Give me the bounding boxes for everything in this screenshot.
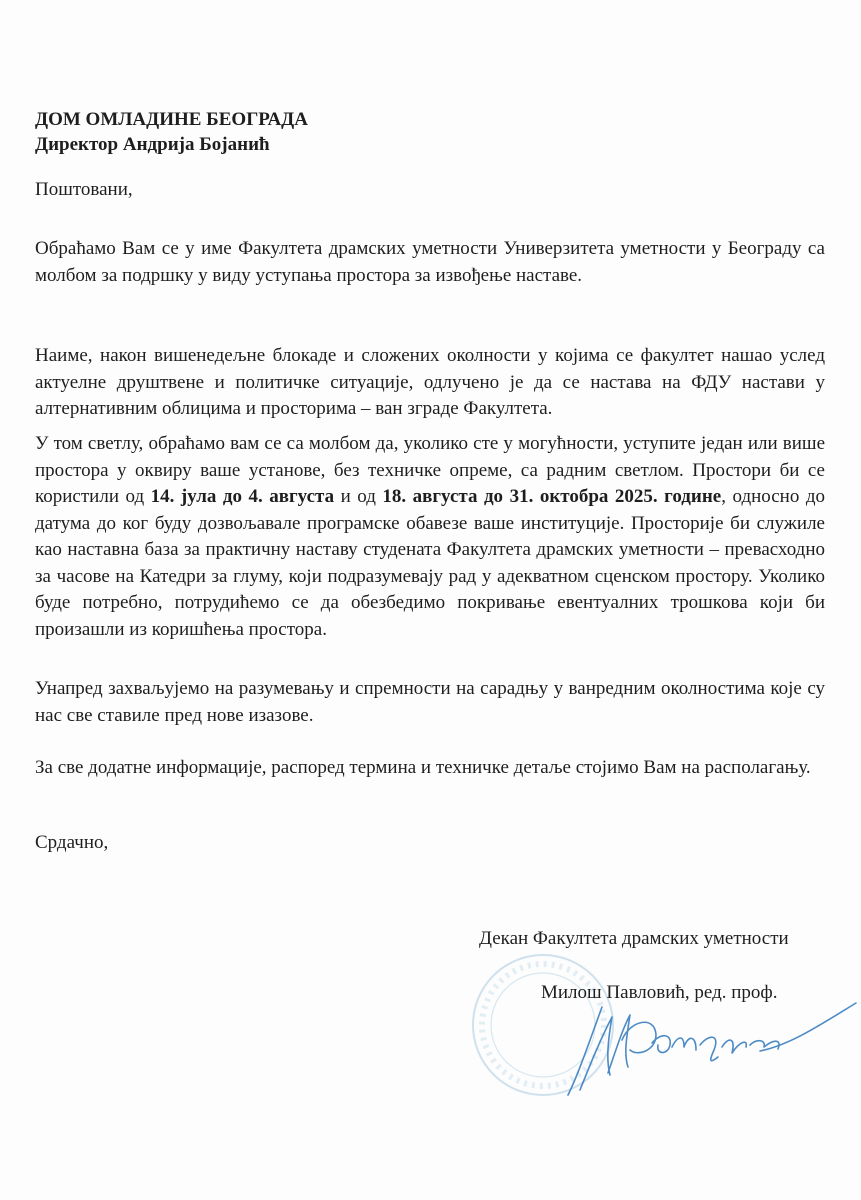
paragraph-thanks: Унапред захваљујемо на разумевању и спремности на сарадњу у ванредним околностима које су нас све ставиле пред нове изазове. — [35, 678, 825, 726]
signature-icon — [560, 995, 860, 1105]
paragraph-request: Обраћамо Вам се у име Факултета драмских уметности Универзитета уметности у Београду са молбом за подршку у виду уступања простора за извођење наставе. — [35, 238, 825, 286]
signatory-name: Милош Павловић, ред. проф. — [541, 982, 778, 1003]
signatory-title: Декан Факултета драмских уметности — [479, 928, 789, 949]
details-date-range-2: 18. августа до 31. октобра 2025. године — [382, 486, 722, 507]
paragraph-context: Наиме, након вишенедељне блокаде и сложених околности у којима се факултет нашао услед актуелне друштвене и политичке ситуације, одлучено је да се настава на ФДУ настави у алтернативним облицима и просторима – ван зграде Факултета. — [35, 345, 825, 419]
recipient-person: Директор Андрија Бојанић — [35, 134, 270, 155]
details-date-range-1: 14. јула до 4. августа — [150, 486, 335, 507]
paragraph-contact: За све додатне информације, распоред термина и техничке детаље стојимо Вам на располагању. — [35, 757, 811, 778]
recipient-block — [35, 107, 308, 157]
salutation: Поштовани, — [35, 179, 133, 200]
recipient-organization: ДОМ ОМЛАДИНЕ БЕОГРАДА — [35, 109, 308, 130]
paragraph-details — [35, 431, 825, 643]
details-text-3: , односно до датума до ког буду дозвољавале програмске обавезе ваше институције. Просторије би служиле као наставна база за практичну наставу студената Факултета драмских уметности – превасходно за часове на Катедри за глуму, који подразумевају рад у адекватном сценском простору. Уколико буде потребно, потрудићемо се да обезбедимо покривање евентуалних трошкова који би произашли из коришћења простора. — [35, 486, 826, 640]
details-text-1: У том светлу, обраћамо вам се са молбом да, уколико сте у могућности, уступите један или више простора у оквиру ваше установе, без техничке опреме, са радним светлом. Простори би се користили од — [35, 433, 825, 507]
details-text-2: и од — [334, 486, 383, 507]
closing: Срдачно, — [35, 832, 109, 853]
